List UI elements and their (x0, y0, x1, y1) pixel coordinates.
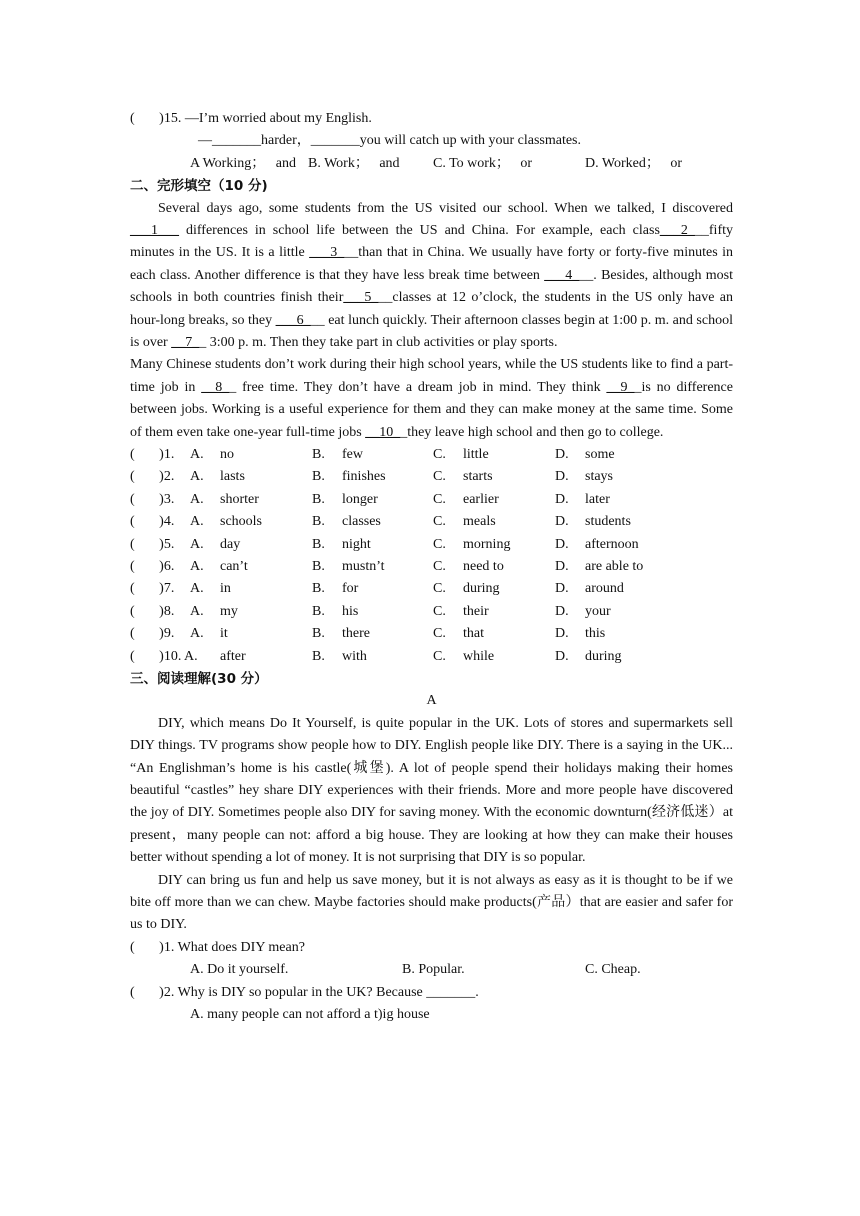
cloze-question-a: A. (190, 469, 204, 485)
cloze-paragraph-2 (130, 354, 733, 444)
cloze-question-cv: starts (463, 469, 493, 485)
cloze-question-dv: are able to (585, 558, 644, 574)
reading-paragraph-1: DIY, which means Do It Yourself, is quite popular in the UK. Lots of stores and supermarkets sell DIY things. TV programs show people how to DIY. English people like DIY. There is a saying in the UK... “An Englishman’s home is his castle(城堡). A lot of people spend their holidays making their homes beautiful “castles” hey share DIY experiences with their friends. More and more people have discovered the joy of DIY. Sometimes people also DIY for saving money. With the economic downturn(经济低迷）at present，many people can not: afford a big house. They are looking at how they can make their houses better without spending a lot of money. It is not surprising that DIY is so popular. (130, 715, 733, 866)
cloze-question-row (130, 556, 733, 578)
cloze-question-row (130, 466, 733, 488)
q15-options (130, 153, 733, 175)
cloze-question-dv: your (585, 603, 611, 619)
cloze-blank: ___6_ (275, 312, 311, 328)
cloze-question-cv: morning (463, 536, 511, 552)
q15-blank: _______ (310, 133, 360, 149)
q15-option-a: A Working； and (190, 155, 296, 171)
paragraph-text: _is no difference between jobs. Working is a useful experience for them and they can make money at the same time. Some of them even take one-year full-time jobs (130, 379, 733, 440)
paragraph-text: __classes at 12 o’clock, the students in the US only have an hour-long breaks, so they (130, 290, 733, 328)
cloze-question-b: B. (312, 514, 325, 530)
paragraph-text: __ eat lunch quickly. Their afternoon classes begin at 1:00 p. m. and school is over (130, 312, 733, 350)
cloze-question-bv: with (342, 648, 367, 664)
cloze-question-c: C. (433, 626, 446, 642)
cloze-question-num: ( )2. (130, 469, 175, 485)
document-content (130, 108, 733, 1026)
cloze-question-num: ( )4. (130, 514, 175, 530)
cloze-blank: ___3_ (309, 245, 345, 261)
reading-q2-stem: ( )2. Why is DIY so popular in the UK? Because _______. (130, 984, 479, 1000)
cloze-question-cv: little (463, 447, 489, 463)
cloze-question-row (130, 534, 733, 556)
cloze-question-d: D. (555, 558, 569, 574)
cloze-question-c: C. (433, 491, 446, 507)
cloze-question-dv: this (585, 626, 606, 642)
cloze-question-a: A. (190, 447, 204, 463)
cloze-question-av: shorter (220, 491, 259, 507)
cloze-question-bv: few (342, 447, 363, 463)
reading-q1-option-c: C. Cheap. (585, 962, 641, 978)
cloze-question-av: in (220, 581, 231, 597)
cloze-paragraph-1 (130, 198, 733, 355)
cloze-question-c: C. (433, 469, 446, 485)
cloze-question-c: C. (433, 603, 446, 619)
cloze-question-a: A. (190, 491, 204, 507)
cloze-question-b: B. (312, 558, 325, 574)
cloze-question-bv: classes (342, 514, 381, 530)
cloze-question-b: B. (312, 491, 325, 507)
cloze-blank: ___1___ (130, 222, 179, 238)
cloze-question-num: ( )3. (130, 491, 175, 507)
cloze-question-dv: during (585, 648, 622, 664)
reading-q2-option-a: A. many people can not afford a t)ig house (190, 1006, 430, 1022)
cloze-question-bv: finishes (342, 469, 386, 485)
cloze-question-av: lasts (220, 469, 245, 485)
cloze-question-bv: for (342, 581, 359, 597)
cloze-question-a: A. (190, 626, 204, 642)
cloze-question-row (130, 601, 733, 623)
cloze-question-a: A. (190, 536, 204, 552)
cloze-question-c: C. (433, 648, 446, 664)
cloze-question-dv: some (585, 447, 615, 463)
section2-heading: 二、完形填空（10 分) (130, 178, 268, 195)
cloze-question-b: B. (312, 626, 325, 642)
cloze-question-av: day (220, 536, 241, 552)
cloze-blank: ___4_ (544, 267, 580, 283)
cloze-question-num: ( )5. (130, 536, 175, 552)
cloze-question-bv: night (342, 536, 371, 552)
cloze-question-b: B. (312, 603, 325, 619)
cloze-question-c: C. (433, 558, 446, 574)
paragraph-text: __. Besides, although most schools in both countries finish their (130, 267, 733, 306)
cloze-question-av: after (220, 648, 246, 664)
q15-text-b: you will catch up with your classmates. (359, 133, 581, 149)
cloze-question-row (130, 646, 733, 668)
cloze-question-a: A. (190, 558, 204, 574)
cloze-blank: __7_ (171, 335, 200, 350)
q15-option-b: B. Work； and (308, 155, 400, 171)
cloze-question-b: B. (312, 447, 325, 463)
cloze-question-c: C. (433, 536, 446, 552)
paragraph-text: differences in school life between the US and China. For example, each class (179, 222, 660, 238)
cloze-blank: ___2_ (659, 222, 695, 238)
passage-label: A (426, 693, 437, 709)
paragraph-text: __than that in China. We usually have forty or forty-five minutes in each class. Another difference is that they have less break time between (130, 245, 733, 283)
cloze-question-cv: need to (463, 558, 504, 574)
q15-text-a: harder， (261, 133, 311, 149)
cloze-question-c: C. (433, 581, 446, 597)
cloze-question-row (130, 623, 733, 645)
cloze-question-num: ( )10. A. (130, 648, 198, 664)
cloze-question-d: D. (555, 514, 569, 530)
q15-option-d: D. Worked； or (585, 155, 682, 171)
reading-paragraph-2: DIY can bring us fun and help us save money, but it is not always as easy as it is thought to be if we bite off more than we can chew. Maybe factories should make products(产品）that are easier and safer for us to DIY. (130, 872, 733, 933)
q15-stem: ( )15. —I’m worried about my English. (130, 111, 372, 126)
cloze-question-num: ( )7. (130, 581, 175, 597)
cloze-question-bv: mustn’t (342, 558, 385, 574)
paragraph-text: __fifty minutes in the US. It is a little (130, 222, 733, 261)
cloze-blank: __8_ (201, 379, 230, 395)
cloze-question-num: ( )1. (130, 447, 175, 463)
reading-q1-options (130, 959, 733, 981)
q15-dash-blank: —_______ (198, 133, 261, 149)
cloze-question-av: can’t (220, 558, 248, 574)
cloze-question-d: D. (555, 581, 569, 597)
paragraph-text: Many Chinese students don’t work during their high school years, while the US students like to find a part-time job in (130, 357, 733, 395)
cloze-question-a: A. (190, 514, 204, 530)
cloze-question-num: ( )8. (130, 603, 175, 619)
cloze-question-dv: around (585, 581, 624, 597)
cloze-question-a: A. (190, 603, 204, 619)
reading-q1-stem: ( )1. What does DIY mean? (130, 939, 305, 955)
cloze-question-b: B. (312, 648, 325, 664)
cloze-question-d: D. (555, 447, 569, 463)
cloze-question-dv: afternoon (585, 536, 639, 552)
cloze-question-av: my (220, 603, 238, 619)
cloze-question-cv: during (463, 581, 500, 597)
paragraph-text: Several days ago, some students from the US visited our school. When we talked, I discovered (158, 200, 733, 216)
cloze-question-d: D. (555, 469, 569, 485)
cloze-question-a: A. (190, 581, 204, 597)
cloze-question-list (130, 444, 733, 668)
cloze-question-dv: later (585, 491, 610, 507)
cloze-question-row (130, 578, 733, 600)
cloze-question-cv: while (463, 648, 495, 664)
cloze-question-bv: there (342, 626, 370, 642)
paragraph-text: _ 3:00 p. m. Then they take part in club activities or play sports. (199, 335, 558, 350)
cloze-question-dv: stays (585, 469, 613, 485)
cloze-question-d: D. (555, 603, 569, 619)
cloze-blank: __9_ (606, 379, 635, 395)
cloze-question-bv: longer (342, 491, 378, 507)
paragraph-text: _they leave high school and then go to college. (400, 424, 664, 440)
cloze-question-num: ( )6. (130, 558, 175, 574)
cloze-question-row (130, 444, 733, 466)
cloze-question-dv: students (585, 514, 631, 530)
cloze-question-d: D. (555, 648, 569, 664)
cloze-question-cv: earlier (463, 491, 499, 507)
cloze-question-row (130, 511, 733, 533)
cloze-question-av: no (220, 447, 234, 463)
q15-option-c: C. To work； or (433, 155, 533, 171)
cloze-question-cv: their (463, 603, 489, 619)
cloze-question-d: D. (555, 491, 569, 507)
cloze-question-row (130, 489, 733, 511)
cloze-question-av: schools (220, 514, 262, 530)
reading-q1-option-a: A. Do it yourself. (190, 962, 289, 978)
cloze-question-c: C. (433, 447, 446, 463)
cloze-blank: __10_ (365, 424, 401, 440)
cloze-question-d: D. (555, 536, 569, 552)
cloze-question-cv: that (463, 626, 484, 642)
cloze-question-b: B. (312, 581, 325, 597)
cloze-question-d: D. (555, 626, 569, 642)
cloze-question-c: C. (433, 514, 446, 530)
section3-heading: 三、阅读理解(30 分） (130, 670, 268, 687)
cloze-question-num: ( )9. (130, 626, 175, 642)
cloze-question-b: B. (312, 469, 325, 485)
cloze-question-b: B. (312, 536, 325, 552)
cloze-blank: ___5_ (343, 290, 379, 306)
q15-response-line (130, 130, 733, 152)
paragraph-text: _ free time. They don’t have a dream job in mind. They think (229, 379, 607, 395)
cloze-question-av: it (220, 626, 228, 642)
cloze-question-bv: his (342, 603, 359, 619)
reading-q1-option-b: B. Popular. (402, 962, 465, 978)
cloze-question-cv: meals (463, 514, 496, 530)
